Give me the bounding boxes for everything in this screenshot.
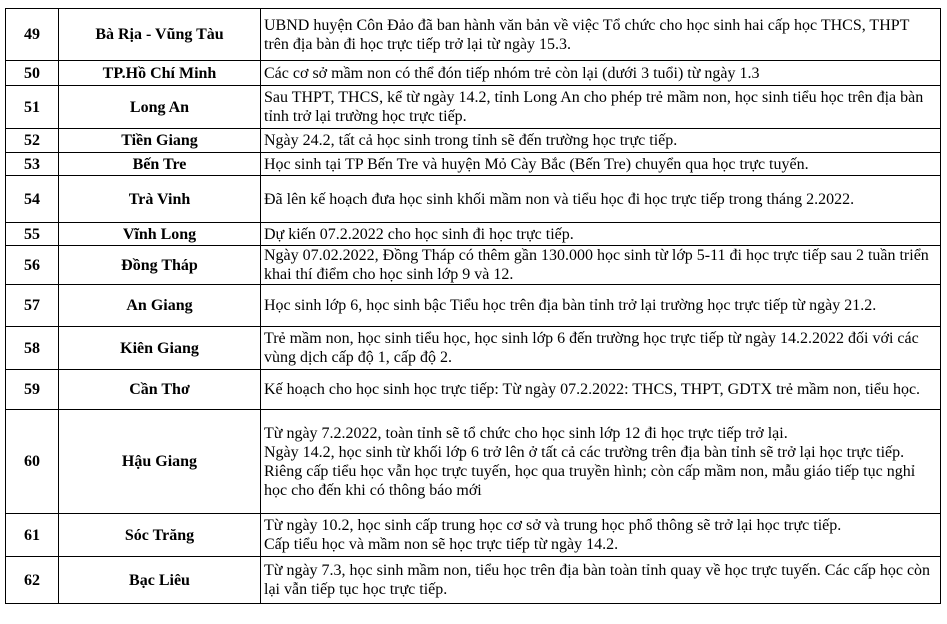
province-school-table [5, 8, 941, 604]
province-name: Bà Rịa - Vũng Tàu [59, 9, 261, 61]
status-line: Sau THPT, THCS, kể từ ngày 14.2, tỉnh Long An cho phép trẻ mầm non, học sinh tiểu học trên địa bàn tỉnh trở lại trường học trực tiếp. [264, 89, 924, 125]
row-number: 58 [6, 327, 59, 370]
school-status-cell [261, 176, 941, 223]
status-line: Cấp tiểu học và mầm non sẽ học trực tiếp từ ngày 14.2. [264, 536, 619, 553]
school-status-cell [261, 153, 941, 176]
table-body [6, 9, 941, 604]
row-number: 57 [6, 285, 59, 327]
row-number: 54 [6, 176, 59, 223]
row-number: 56 [6, 246, 59, 285]
status-line: Kế hoạch cho học sinh học trực tiếp: Từ ngày 07.2.2022: THCS, THPT, GDTX trẻ mầm non, tiểu học. [264, 381, 921, 398]
province-name: Tiền Giang [59, 129, 261, 153]
status-line: Học sinh lớp 6, học sinh bậc Tiểu học trên địa bàn tỉnh trở lại trường học trực tiếp từ ngày 21.2. [264, 297, 877, 314]
table-row [6, 327, 941, 370]
table-row [6, 410, 941, 514]
province-name: Bến Tre [59, 153, 261, 176]
table-row [6, 9, 941, 61]
row-number: 53 [6, 153, 59, 176]
row-number: 50 [6, 61, 59, 86]
table-row [6, 86, 941, 129]
table-row [6, 223, 941, 246]
school-status-cell [261, 557, 941, 604]
table-row [6, 557, 941, 604]
school-status-cell [261, 129, 941, 153]
province-name: Cần Thơ [59, 370, 261, 410]
province-name: Bạc Liêu [59, 557, 261, 604]
table-row [6, 61, 941, 86]
school-status-cell [261, 9, 941, 61]
status-line: Trẻ mầm non, học sinh tiểu học, học sinh lớp 6 đến trường học trực tiếp từ ngày 14.2.2022 đối với các vùng dịch cấp độ 1, cấp độ 2. [264, 330, 919, 366]
school-status-cell [261, 86, 941, 129]
table-row [6, 514, 941, 557]
school-status-cell [261, 61, 941, 86]
school-status-cell [261, 410, 941, 514]
school-status-cell [261, 246, 941, 285]
row-number: 61 [6, 514, 59, 557]
status-line: UBND huyện Côn Đảo đã ban hành văn bản về việc Tổ chức cho học sinh hai cấp học THCS, THPT trên địa bàn đi học trực tiếp trở lại từ ngày 15.3. [264, 16, 910, 53]
table-row [6, 129, 941, 153]
table-row [6, 153, 941, 176]
province-name: TP.Hồ Chí Minh [59, 61, 261, 86]
status-line: Các cơ sở mầm non có thể đón tiếp nhóm trẻ còn lại (dưới 3 tuổi) từ ngày 1.3 [264, 64, 760, 82]
row-number: 59 [6, 370, 59, 410]
school-status-cell [261, 514, 941, 557]
school-status-cell [261, 327, 941, 370]
school-status-cell [261, 223, 941, 246]
status-line: Ngày 14.2, học sinh từ khối lớp 6 trở lên ở tất cả các trường trên địa bàn tỉnh sẽ trở lại học trực tiếp. [264, 443, 905, 461]
row-number: 49 [6, 9, 59, 61]
province-name: Kiên Giang [59, 327, 261, 370]
table-row [6, 176, 941, 223]
province-name: Đồng Tháp [59, 246, 261, 285]
table-row [6, 370, 941, 410]
table-row [6, 285, 941, 327]
status-line: Riêng cấp tiểu học vẫn học trực tuyến, học qua truyền hình; còn cấp mầm non, mẫu giáo tiếp tục nghỉ học cho đến khi có thông báo mới [264, 462, 916, 499]
status-line: Học sinh tại TP Bến Tre và huyện Mỏ Cày Bắc (Bến Tre) chuyển qua học trực tuyến. [264, 155, 809, 173]
row-number: 62 [6, 557, 59, 604]
status-line: Ngày 24.2, tất cả học sinh trong tỉnh sẽ đến trường học trực tiếp. [264, 132, 678, 149]
table-row [6, 246, 941, 285]
status-line: Đã lên kế hoạch đưa học sinh khối mầm non và tiểu học đi học trực tiếp trong tháng 2.2022. [264, 190, 855, 208]
status-line: Ngày 07.02.2022, Đồng Tháp có thêm gần 130.000 học sinh từ lớp 5-11 đi học trực tiếp sau 2 tuần triển khai thí điểm cho học sinh lớp 9 và 12. [264, 247, 929, 283]
province-name: Long An [59, 86, 261, 129]
row-number: 55 [6, 223, 59, 246]
row-number: 51 [6, 86, 59, 129]
row-number: 52 [6, 129, 59, 153]
province-name: Sóc Trăng [59, 514, 261, 557]
province-name: An Giang [59, 285, 261, 327]
school-status-cell [261, 370, 941, 410]
status-line: Từ ngày 7.3, học sinh mầm non, tiểu học trên địa bàn toàn tỉnh quay về học trực tuyến. Các cấp học còn lại vẫn tiếp tục học trực tiếp. [264, 562, 931, 598]
row-number: 60 [6, 410, 59, 514]
status-line: Từ ngày 10.2, học sinh cấp trung học cơ sở và trung học phổ thông sẽ trở lại học trực tiếp. [264, 517, 842, 534]
school-status-cell [261, 285, 941, 327]
status-line: Dự kiến 07.2.2022 cho học sinh đi học trực tiếp. [264, 225, 574, 243]
province-name: Vĩnh Long [59, 223, 261, 246]
status-line: Từ ngày 7.2.2022, toàn tỉnh sẽ tổ chức cho học sinh lớp 12 đi học trực tiếp trở lại. [264, 424, 788, 442]
province-name: Hậu Giang [59, 410, 261, 514]
province-name: Trà Vinh [59, 176, 261, 223]
